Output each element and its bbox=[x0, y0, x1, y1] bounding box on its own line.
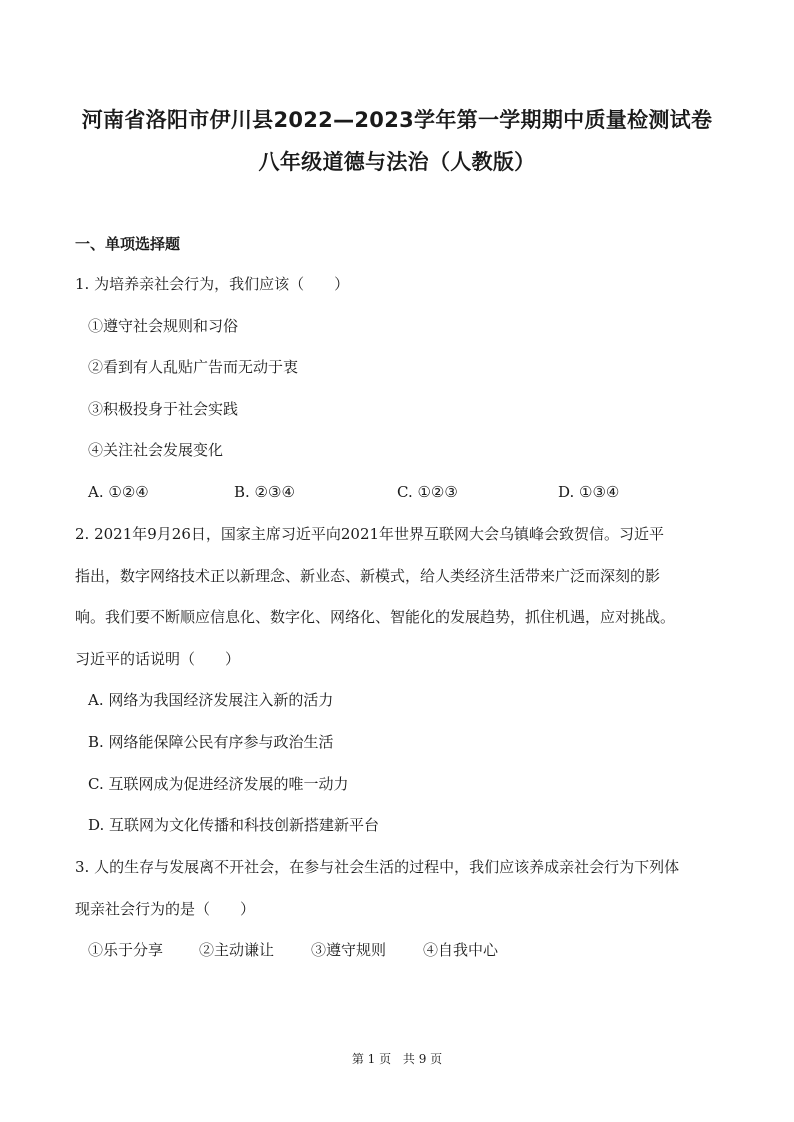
answer-option-a: A. ①②④ bbox=[88, 483, 149, 501]
question-stem: 2. 2021年9月26日，国家主席习近平向2021年世界互联网大会乌镇峰会致贺信。习近平 bbox=[75, 525, 665, 543]
section-heading: 一、单项选择题 bbox=[75, 235, 181, 253]
statement-item: ④自我中心 bbox=[423, 941, 499, 959]
statement-item: ②看到有人乱贴广告而无动于衷 bbox=[88, 358, 299, 376]
page-number: 第 1 页 bbox=[351, 1052, 392, 1066]
statement-item: ③积极投身于社会实践 bbox=[88, 400, 239, 418]
statement-item: ③遵守规则 bbox=[311, 941, 387, 959]
statement-item: ②主动谦让 bbox=[199, 941, 275, 959]
question-stem: 响。我们要不断顺应信息化、数字化、网络化、智能化的发展趋势，抓住机遇，应对挑战。 bbox=[75, 608, 676, 626]
answer-option-c: C. ①②③ bbox=[397, 483, 458, 501]
statement-item: ①乐于分享 bbox=[88, 941, 164, 959]
answer-option-d: D. 互联网为文化传播和科技创新搭建新平台 bbox=[88, 816, 380, 834]
statement-item: ①遵守社会规则和习俗 bbox=[88, 317, 239, 335]
answer-option-b: B. ②③④ bbox=[234, 483, 295, 501]
question-stem: 指出，数字网络技术正以新理念、新业态、新模式，给人类经济生活带来广泛而深刻的影 bbox=[75, 567, 661, 585]
answer-option-b: B. 网络能保障公民有序参与政治生活 bbox=[88, 733, 334, 751]
answer-option-c: C. 互联网成为促进经济发展的唯一动力 bbox=[88, 775, 349, 793]
answer-option-a: A. 网络为我国经济发展注入新的活力 bbox=[88, 691, 334, 709]
exam-title: 河南省洛阳市伊川县2022—2023学年第一学期期中质量检测试卷 bbox=[81, 108, 713, 132]
question-stem: 习近平的话说明（ ） bbox=[75, 650, 241, 668]
question-stem: 1. 为培养亲社会行为，我们应该（ ） bbox=[75, 275, 350, 293]
answer-option-d: D. ①③④ bbox=[558, 483, 620, 501]
exam-subtitle: 八年级道德与法治（人教版） bbox=[258, 150, 536, 174]
statement-item: ④关注社会发展变化 bbox=[88, 441, 224, 459]
question-stem: 3. 人的生存与发展离不开社会，在参与社会生活的过程中，我们应该养成亲社会行为下列体 bbox=[75, 858, 680, 876]
page-footer bbox=[0, 1050, 794, 1067]
question-stem: 现亲社会行为的是（ ） bbox=[75, 900, 256, 918]
page-total: 共 9 页 bbox=[402, 1052, 443, 1066]
